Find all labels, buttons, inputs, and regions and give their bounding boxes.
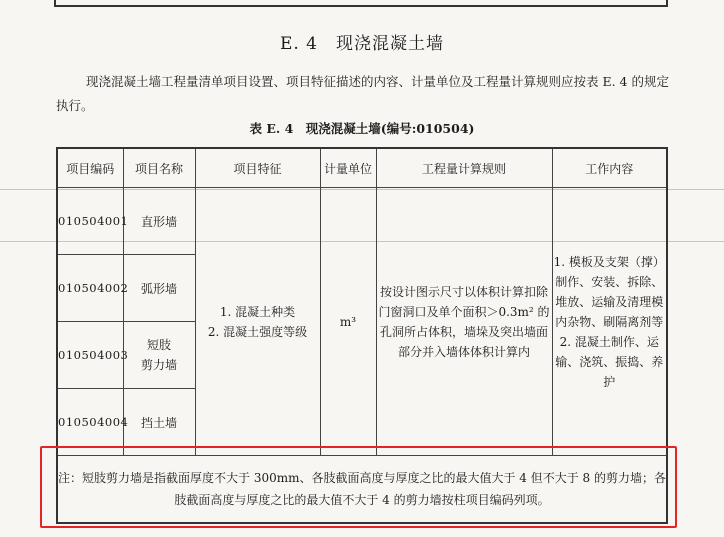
note-highlight-box [40, 446, 677, 528]
header-rule: 工程量计算规则 [376, 148, 552, 188]
table-title: 表 E. 4 现浇混凝土墙(编号:010504) [249, 121, 475, 136]
table-header-row [57, 148, 667, 188]
item-name-line: 短肢 [146, 338, 171, 352]
item-name-line: 剪力墙 [140, 358, 177, 372]
calculation-rule: 按设计图示尺寸以体积计算扣除门窗洞口及单个面积＞0.3m² 的孔洞所占体积，墙垛及突出墙面部分并入墙体体积计算内 [376, 188, 552, 456]
header-unit: 计量单位 [320, 148, 376, 188]
item-code: 010504002 [57, 255, 123, 322]
table-row [57, 188, 667, 255]
table-note: 注：短肢剪力墙是指截面厚度不大于 300mm、各肢截面高度与厚度之比的最大值大于 4 但不大于 8 的剪力墙；各肢截面高度与厚度之比的最大值不大于 4 的剪力墙按柱项目编码列项。 [57, 456, 667, 524]
intro-paragraph: 现浇混凝土墙工程量清单项目设置、项目特征描述的内容、计量单位及工程量计算规则应按表 E. 4 的规定执行。 [56, 74, 669, 113]
item-code: 010504003 [57, 322, 123, 389]
item-code: 010504004 [57, 389, 123, 456]
header-work: 工作内容 [552, 148, 667, 188]
item-features [195, 188, 320, 456]
header-code: 项目编码 [57, 148, 123, 188]
header-features: 项目特征 [195, 148, 320, 188]
header-name: 项目名称 [123, 148, 195, 188]
item-name [123, 322, 195, 389]
item-name: 直形墙 [123, 188, 195, 255]
item-name: 弧形墙 [123, 255, 195, 322]
work-item: 1. 模板及支架（撑）制作、安装、拆除、堆放、运输及清理模内杂物、刷隔离剂等 [553, 254, 665, 329]
work-item: 2. 混凝土制作、运输、浇筑、振捣、养护 [555, 334, 664, 389]
feature-line: 2. 混凝土强度等级 [207, 324, 308, 339]
previous-table-frame [54, 0, 668, 7]
work-content [552, 188, 667, 456]
section-title: E. 4 现浇混凝土墙 [279, 34, 445, 54]
item-code: 010504001 [57, 188, 123, 255]
unit-cell: m³ [320, 188, 376, 456]
item-name: 挡土墙 [123, 389, 195, 456]
feature-line: 1. 混凝土种类 [219, 304, 296, 319]
